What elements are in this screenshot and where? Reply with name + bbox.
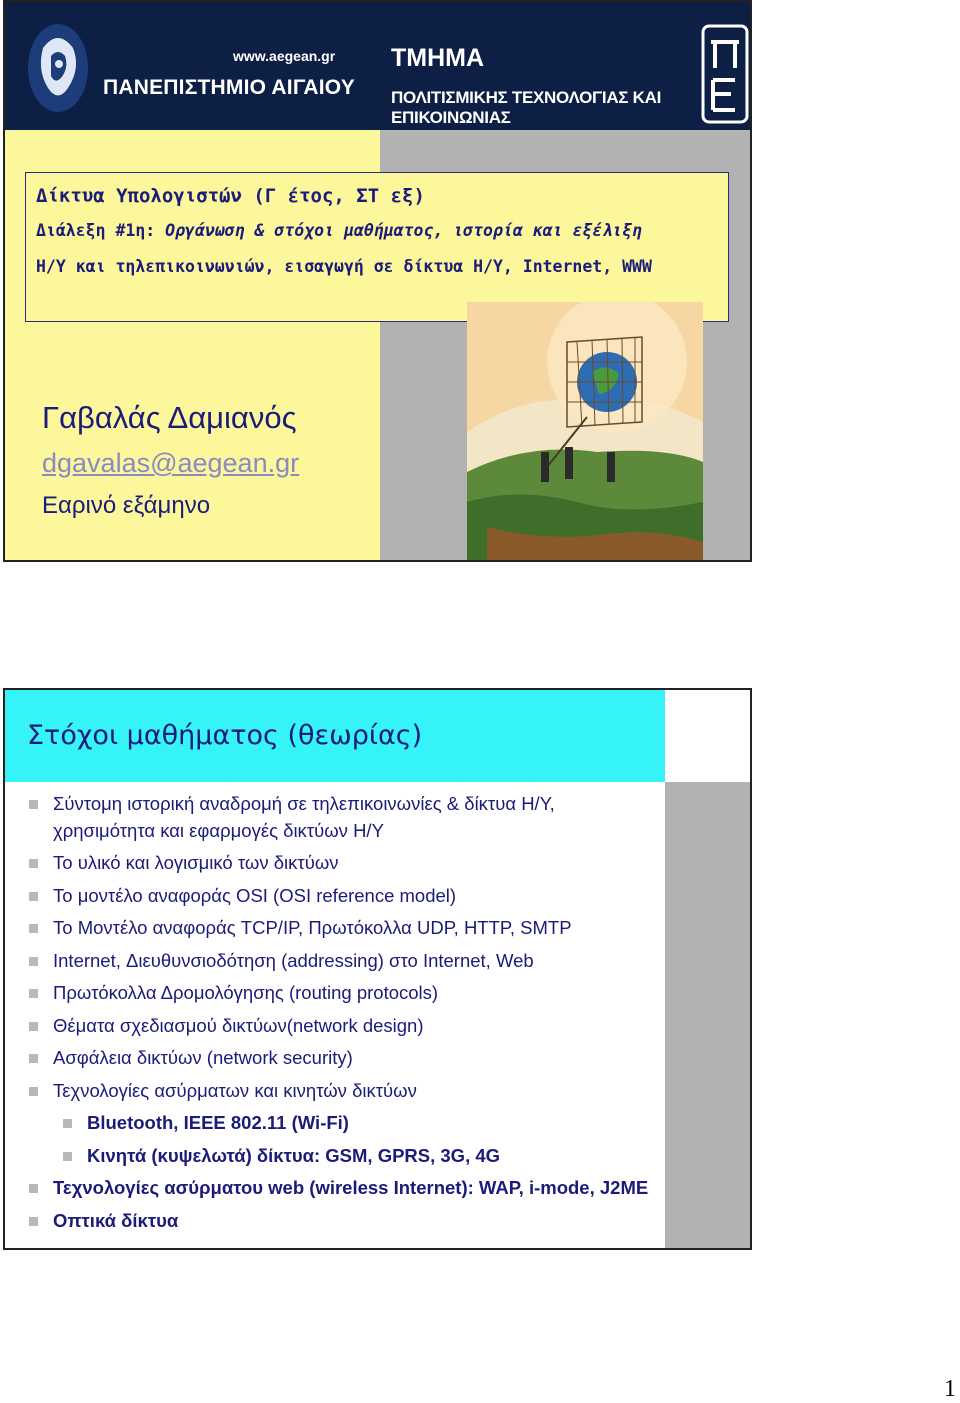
- slide-header-banner: [5, 2, 750, 130]
- list-item: Το υλικό και λογισμικό των δικτύων: [53, 852, 339, 873]
- list-item: Το μοντέλο αναφοράς OSI (OSI reference model): [53, 885, 457, 906]
- bullet-marker-icon: [29, 800, 38, 809]
- list-item: Το Μοντέλο αναφοράς TCP/IP, Πρωτόκολλα UDP, HTTP, SMTP: [53, 917, 572, 938]
- bullet-marker-icon: [29, 859, 38, 868]
- list-item-continuation: χρησιμότητα και εφαρμογές δικτύων Η/Υ: [53, 820, 384, 841]
- bullet-marker-icon: [29, 1217, 38, 1226]
- bullet-marker-icon: [29, 1184, 38, 1193]
- page-number: 1: [944, 1376, 956, 1402]
- university-name: ΠΑΝΕΠΙΣΤΗΜΙΟ ΑΙΓΑΙΟΥ: [103, 76, 355, 99]
- lecture-subtitle-line1: [36, 221, 642, 240]
- bullet-marker-icon: [29, 989, 38, 998]
- bullet-marker-icon: [29, 924, 38, 933]
- title-slide: [3, 0, 752, 562]
- department-logo-icon: [701, 24, 749, 124]
- sub-bullet-marker-icon: [63, 1119, 72, 1128]
- bullet-marker-icon: [29, 1054, 38, 1063]
- lecture-title-box: [25, 172, 729, 322]
- author-name: Γαβαλάς Δαμιανός: [42, 400, 297, 435]
- bullet-marker-icon: [29, 1022, 38, 1031]
- list-item: Οπτικά δίκτυα: [53, 1210, 179, 1231]
- lecture-topic-part2: Η/Υ και τηλεπικοινωνιών, εισαγωγή σε δίκτυα Η/Υ, Internet, WWW: [36, 257, 652, 276]
- department-name: ΠΟΛΙΤΙΣΜΙΚΗΣ ΤΕΧΝΟΛΟΓΙΑΣ ΚΑΙ ΕΠΙΚΟΙΝΩΝΙΑΣ: [391, 88, 662, 127]
- sub-list-item: Bluetooth, IEEE 802.11 (Wi-Fi): [87, 1112, 349, 1133]
- list-item: Ασφάλεια δικτύων (network security): [53, 1047, 353, 1068]
- department-label: ΤΜΗΜΑ: [391, 44, 485, 72]
- lecture-topic-part1: Οργάνωση & στόχοι μαθήματος, ιστορία και εξέλιξη: [165, 221, 642, 240]
- course-title: Δίκτυα Υπολογιστών (Γ έτος, ΣΤ εξ): [36, 185, 425, 207]
- slide-title: Στόχοι μαθήματος (θεωρίας): [27, 720, 423, 751]
- list-item: Σύντομη ιστορική αναδρομή σε τηλεπικοινωνίες & δίκτυα Η/Υ,: [53, 793, 555, 814]
- sub-bullet-marker-icon: [63, 1152, 72, 1161]
- grey-side-panel: [665, 782, 752, 1250]
- lecture-number: Διάλεξη #1η:: [36, 221, 156, 240]
- list-item: Internet, Διευθυνσιοδότηση (addressing) στο Internet, Web: [53, 950, 534, 971]
- list-item: Τεχνολογίες ασύρματων και κινητών δικτύων: [53, 1080, 417, 1101]
- list-item: Θέματα σχεδιασμού δικτύων(network design): [53, 1015, 424, 1036]
- list-item: Πρωτόκολλα Δρομολόγησης (routing protocols): [53, 982, 439, 1003]
- sub-list-item: Κινητά (κυψελωτά) δίκτυα: GSM, GPRS, 3G, 4G: [87, 1145, 501, 1166]
- goals-slide: [3, 688, 752, 1250]
- globe-net-illustration-icon: [467, 302, 703, 562]
- author-email-link[interactable]: dgavalas@aegean.gr: [42, 448, 300, 478]
- university-url: www.aegean.gr: [233, 48, 336, 64]
- semester-label: Εαρινό εξάμηνο: [42, 492, 211, 519]
- bullet-marker-icon: [29, 957, 38, 966]
- university-aegean-logo-icon: [23, 18, 93, 118]
- list-item: Τεχνολογίες ασύρματου web (wireless Internet): WAP, i-mode, J2ME: [53, 1177, 649, 1198]
- bullet-marker-icon: [29, 1087, 38, 1096]
- bullet-marker-icon: [29, 892, 38, 901]
